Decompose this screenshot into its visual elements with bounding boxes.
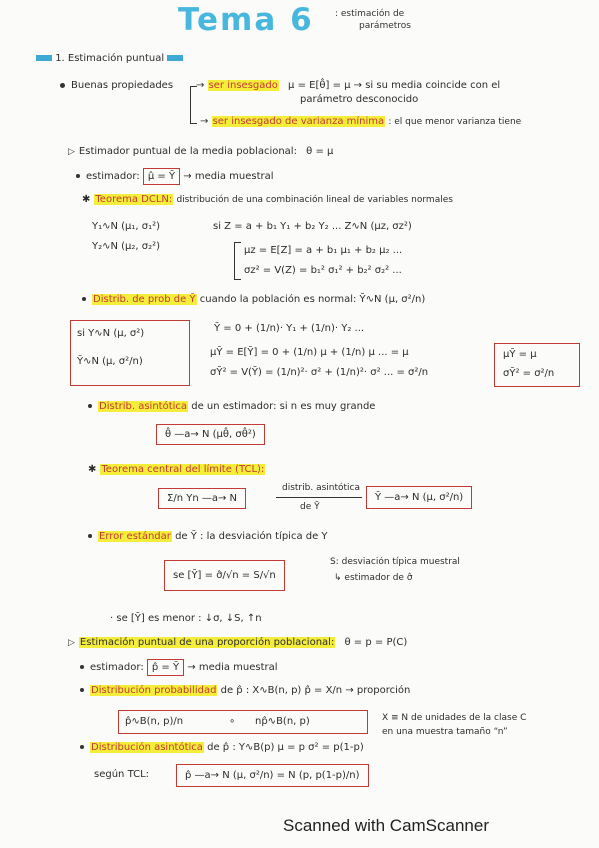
insesgado-line: → ser insesgado μ = E[θ̂] = μ → si su media coincide con el [196, 80, 501, 91]
tcl-arrow-label: distrib. asintótica [282, 483, 361, 493]
y1-distribution: Y₁∿N (μ₁, σ₁²) [92, 221, 161, 232]
camscanner-watermark: Scanned with CamScanner [283, 816, 490, 835]
page-title: Tema 6 [178, 2, 314, 38]
proporcion-heading: ▷ Estimación puntual de una proporción poblacional: θ = p = P(C) [68, 637, 408, 648]
sigma-z: σz² = V(Z) = b₁² σ₁² + b₂² σ₂² ... [244, 265, 402, 276]
x-note: X ≡ N de unidades de la clase C [382, 713, 527, 723]
properties-line: Buenas propiedades [60, 79, 173, 92]
section-heading: 1. Estimación puntual [36, 52, 183, 65]
star-bullet-icon: ✱ [82, 194, 91, 205]
page-subtitle: : estimación de parámetros [335, 9, 411, 31]
long-arrow-icon [276, 497, 362, 498]
tcl-line: ✱ Teorema central del límite (TCL): [88, 464, 265, 475]
var-ybar: σȲ² = V(Ȳ) = (1/n)²· σ² + (1/n)²· σ² ... = σ²/n [210, 367, 429, 378]
asintotica-box: θ̂ —a→ N (μθ̂, σθ̂²) [156, 424, 265, 445]
bullet-dot-icon [60, 83, 65, 88]
triangle-bullet-icon: ▷ [68, 147, 75, 157]
distrib-ybar-line: Distrib. de prob de Ȳ cuando la población es normal: Ȳ∿N (μ, σ²/n) [82, 293, 425, 306]
se-menor-line: · se [Ȳ] es menor : ↓σ, ↓S, ↑n [110, 613, 262, 624]
mu-ybar: μȲ = E[Ȳ] = 0 + (1/n) μ + (1/n) μ ... = μ [210, 347, 409, 358]
proporcion-distrib-line: Distribución probabilidad de p̂ : X∿B(n, p) p̂ = X/n → proporción [80, 684, 410, 697]
tcl-left-box: Σ/n Yn —a→ N [158, 488, 246, 509]
ybar-equation: Ȳ = 0 + (1/n)· Y₁ + (1/n)· Y₂ ... [214, 323, 365, 334]
media-estimador-line: estimador: μ̂ = Ȳ → media muestral [76, 168, 274, 185]
ybar-result-box: μȲ = μ σȲ² = σ²/n [494, 343, 580, 387]
tcl-right-box: Ȳ —a→ N (μ, σ²/n) [366, 486, 472, 509]
binomial-box: p̂∿B(n, p)/n ∘ np̂∿B(n, p) [118, 710, 368, 734]
segun-tcl-label: según TCL: [94, 769, 150, 780]
proporcion-estimador-line: estimador: p̂ = Ȳ → media muestral [80, 659, 278, 676]
proporcion-tcl-box: p̂ —a→ N (μ, σ²/n) = N (p, p(1-p)/n) [176, 764, 369, 787]
proporcion-asint-line: Distribución asintótica de p̂ : Y∿B(p) μ = p σ² = p(1-p) [80, 741, 364, 754]
minima-line: → ser insesgado de varianza mínima : el que menor varianza tiene [200, 116, 522, 127]
error-estandar-line: Error estándar de Ȳ : la desviación típica de Y [88, 530, 328, 543]
z-combination: si Z = a + b₁ Y₁ + b₂ Y₂ ... Z∿N (μz, σz²) [213, 221, 412, 232]
mu-z: μz = E[Z] = a + b₁ μ₁ + b₂ μ₂ ... [244, 245, 403, 256]
insesgado-continuation: parámetro desconocido [300, 94, 419, 105]
estimador-box: μ̂ = Ȳ [143, 168, 180, 185]
media-heading: ▷ Estimador puntual de la media poblacional: θ = μ [68, 146, 334, 157]
y2-distribution: Y₂∿N (μ₂, σ₂²) [92, 241, 161, 252]
scanned-page: Tema 6 : estimación de parámetros 1. Estimación puntual Buenas propiedades → ser insesgado μ = E[θ̂] = μ → si su media coincide con el parámetro desconocido → ser insesgado de varianza mínima : el que menor varianza tiene ▷ Estimador puntual de la media poblacional: θ = μ estimador: μ̂ = Ȳ → media muestral ✱ Teorema DCLN: distribución de una combinación lineal de variables normales Y₁∿N (μ₁, σ₁²) Y₂∿N (μ₂, σ₂²) si Z = a + b₁ Y₁ + b₂ Y₂ ... Z∿N (μz, σz²) μz = E[Z] = a + b₁ μ₁ + b₂ μ₂ ... σz² = V(Z) = b₁² σ₁² + b₂² σ₂² ... Distrib. de prob de Ȳ cuando la población es normal: Ȳ∿N (μ, σ²/n) si Y∿N (μ, σ²) Ȳ∿N (μ, σ²/n) Ȳ = 0 + (1/n)· Y₁ + (1/n)· Y₂ ... μȲ = E[Ȳ] = 0 + (1/n) μ + (1/n) μ ... = μ σȲ² = V(Ȳ) = (1/n)²· σ² + (1/n)²· σ² ... = σ²/n μȲ = μ σȲ² = σ²/n Distrib. asintótica de un estimador: si n es muy grande θ̂ —a→ N (μθ̂, σθ̂²) ✱ Teorema central del límite (TCL): Σ/n Yn —a→ N distrib. asintótica de Ȳ Ȳ —a→ N (μ, σ²/n) Error estándar de Ȳ : la desviación típica de Y se [Ȳ] = σ̂/√n = S/√n S: desviación típica muestral ↳ estimador de σ̂ · se [Ȳ] es menor : ↓σ, ↓S, ↑n ▷ Estimación puntual de una proporción poblacional: θ = p = P(C) estimador: p̂ = Ȳ → media muestral Distribución probabilidad de p̂ : X∿B(n, p) p̂ = X/n → proporción p̂∿B(n, p)/n ∘ np̂∿B(n, p) X ≡ N de unidades de la clase C en una muestra tamaño “n” Distribución asintótica de p̂ : Y∿B(p) μ = p σ² = p(1-p) según TCL: p̂ —a→ N (μ, σ²/n) = N (p, p(1-p)/n) Scanned with CamScanner [0, 0, 599, 848]
brace-icon [190, 86, 197, 124]
teorema-dcln-line: ✱ Teorema DCLN: distribución de una combinación lineal de variables normales [82, 194, 453, 205]
asintotica-line: Distrib. asintótica de un estimador: si n es muy grande [88, 400, 375, 413]
s-note: S: desviación típica muestral [330, 557, 460, 567]
ybar-normal-box: si Y∿N (μ, σ²) Ȳ∿N (μ, σ²/n) [70, 320, 190, 386]
se-box: se [Ȳ] = σ̂/√n = S/√n [164, 560, 285, 591]
